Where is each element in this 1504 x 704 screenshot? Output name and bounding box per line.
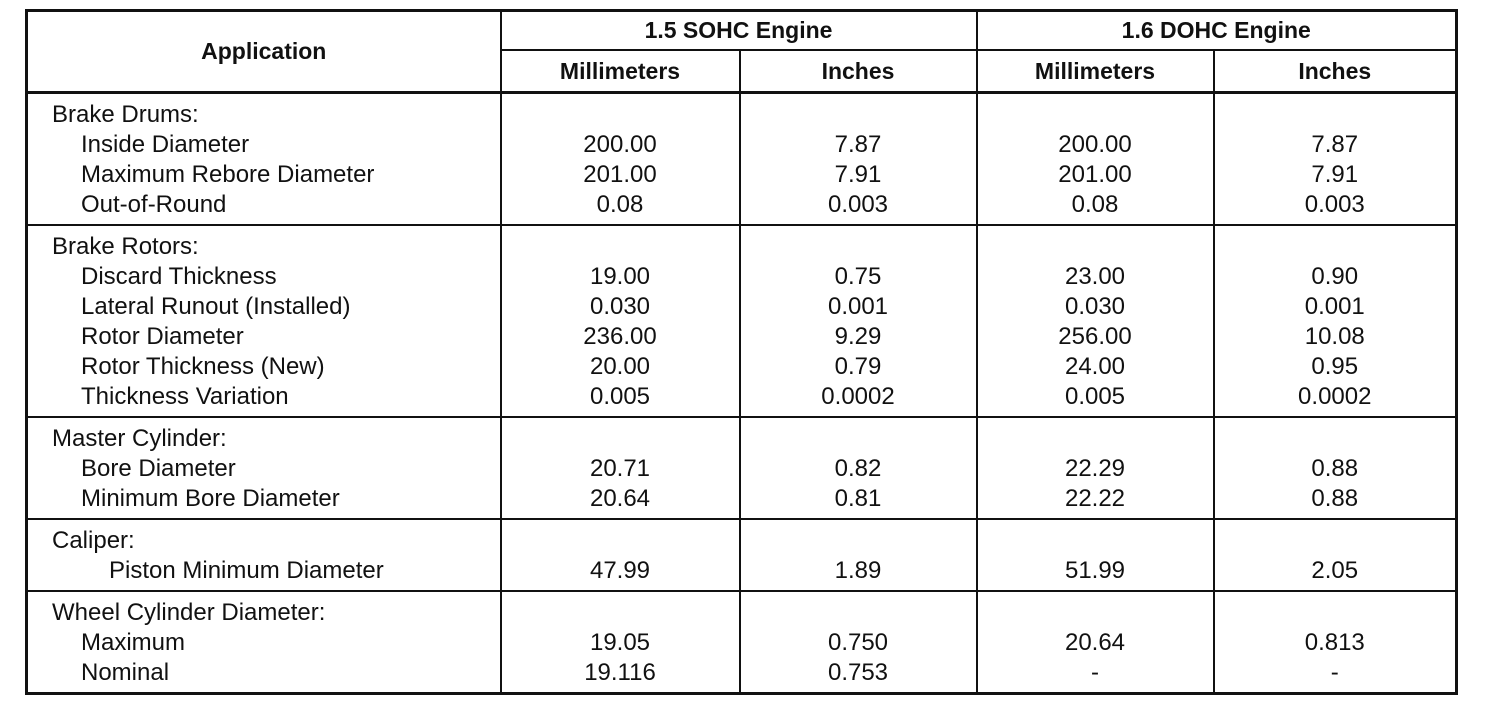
section-title: Brake Drums: xyxy=(52,101,199,128)
dohc-millimeters-value: 256.00 xyxy=(1058,323,1132,350)
sohc-millimeters-value: 20.64 xyxy=(589,485,651,512)
sohc-inches-value: 0.79 xyxy=(834,353,882,380)
title-spacer xyxy=(978,526,1213,556)
sohc-millimeters-value: 19.116 xyxy=(584,659,656,686)
sohc-millimeters-cell xyxy=(501,519,740,591)
spec-label: Piston Minimum Diameter xyxy=(109,557,384,584)
application-cell xyxy=(27,519,501,591)
sohc-millimeters-value: 47.99 xyxy=(589,557,651,584)
dohc-millimeters-value: 22.22 xyxy=(1064,485,1126,512)
spec-label: Rotor Thickness (New) xyxy=(81,353,325,380)
spec-label: Maximum Rebore Diameter xyxy=(81,161,375,188)
section-title: Brake Rotors: xyxy=(52,233,199,260)
spec-label: Bore Diameter xyxy=(81,455,236,482)
sohc-millimeters-value: 20.71 xyxy=(589,455,651,482)
sohc-inches-value: 0.0002 xyxy=(821,383,895,410)
dohc-inches-value: 0.90 xyxy=(1311,263,1359,290)
dohc-inches-value: 10.08 xyxy=(1304,323,1365,350)
title-spacer xyxy=(741,100,976,130)
title-spacer xyxy=(502,424,739,454)
title-spacer xyxy=(978,100,1213,130)
dohc-inches-cell xyxy=(1214,519,1457,591)
dohc-inches-value: 0.0002 xyxy=(1298,383,1372,410)
spec-label: Rotor Diameter xyxy=(81,323,244,350)
spec-table-body xyxy=(27,93,1457,694)
dohc-millimeters-value: 0.005 xyxy=(1064,383,1126,410)
application-cell xyxy=(27,417,501,519)
sohc-millimeters-value: 19.05 xyxy=(589,629,651,656)
application-header: Application xyxy=(27,11,501,93)
dohc-millimeters-cell xyxy=(977,225,1214,417)
dohc-inches-cell xyxy=(1214,417,1457,519)
title-spacer xyxy=(741,598,976,628)
sohc-millimeters-cell xyxy=(501,417,740,519)
title-spacer xyxy=(1215,100,1456,130)
title-spacer xyxy=(1215,232,1456,262)
title-spacer xyxy=(978,232,1213,262)
sohc-inches-cell xyxy=(740,225,977,417)
dohc-millimeters-value: 23.00 xyxy=(1064,263,1126,290)
title-spacer xyxy=(502,526,739,556)
dohc-inches-value: 0.88 xyxy=(1311,455,1359,482)
sohc-inches-value: 0.81 xyxy=(834,485,882,512)
sohc-millimeters-value: 200.00 xyxy=(583,131,657,158)
dohc-inches-cell xyxy=(1214,93,1457,226)
sohc-inches-value: 0.82 xyxy=(834,455,882,482)
title-spacer xyxy=(502,100,739,130)
dohc-inches-value: 7.87 xyxy=(1311,131,1359,158)
section-row xyxy=(27,225,1457,417)
section-title: Wheel Cylinder Diameter: xyxy=(52,599,326,626)
spec-label: Inside Diameter xyxy=(81,131,250,158)
dohc-inches-cell xyxy=(1214,591,1457,694)
dohc-millimeters-value: 24.00 xyxy=(1064,353,1126,380)
spec-label: Thickness Variation xyxy=(81,383,289,410)
dohc-millimeters-value: 201.00 xyxy=(1058,161,1132,188)
title-spacer xyxy=(741,424,976,454)
spec-label: Lateral Runout (Installed) xyxy=(81,293,351,320)
spec-label: Discard Thickness xyxy=(81,263,277,290)
dohc-millimeters-value: 20.64 xyxy=(1064,629,1126,656)
dohc-inches-value: 0.001 xyxy=(1304,293,1365,320)
sohc-engine-header: 1.5 SOHC Engine xyxy=(501,11,977,51)
sohc-inches-value: 0.750 xyxy=(827,629,889,656)
title-spacer xyxy=(741,232,976,262)
sohc-inches-value: 9.29 xyxy=(834,323,882,350)
application-cell xyxy=(27,591,501,694)
sohc-inches-value: 0.003 xyxy=(827,191,889,218)
section-title: Master Cylinder: xyxy=(52,425,227,452)
brake-specifications-table xyxy=(25,9,1458,695)
dohc-inches-value: 7.91 xyxy=(1311,161,1359,188)
dohc-millimeters-cell xyxy=(977,519,1214,591)
sohc-millimeters-value: 0.030 xyxy=(589,293,651,320)
title-spacer xyxy=(1215,598,1456,628)
section-row xyxy=(27,591,1457,694)
sohc-inches-value: 0.753 xyxy=(827,659,889,686)
sohc-inches-value: 1.89 xyxy=(834,557,882,584)
title-spacer xyxy=(1215,526,1456,556)
spec-label: Nominal xyxy=(81,659,170,686)
dohc-millimeters-value: 200.00 xyxy=(1058,131,1132,158)
dohc-engine-header: 1.6 DOHC Engine xyxy=(977,11,1457,51)
title-spacer xyxy=(502,598,739,628)
sohc-inches-value: 7.91 xyxy=(834,161,882,188)
dohc-inches-cell xyxy=(1214,225,1457,417)
title-spacer xyxy=(978,424,1213,454)
dohc-millimeters-value: 22.29 xyxy=(1064,455,1126,482)
sohc-millimeters-value: 0.005 xyxy=(589,383,651,410)
title-spacer xyxy=(741,526,976,556)
spec-label: Out-of-Round xyxy=(81,191,227,218)
sohc-millimeters-cell xyxy=(501,225,740,417)
dohc-millimeters-cell xyxy=(977,591,1214,694)
sohc-millimeters-header: Millimeters xyxy=(501,50,740,93)
dohc-millimeters-cell xyxy=(977,417,1214,519)
dohc-millimeters-value: 0.030 xyxy=(1064,293,1126,320)
title-spacer xyxy=(1215,424,1456,454)
sohc-inches-header: Inches xyxy=(740,50,977,93)
dohc-millimeters-value: 51.99 xyxy=(1064,557,1126,584)
dohc-millimeters-cell xyxy=(977,93,1214,226)
header-row-engines xyxy=(27,11,1457,51)
sohc-inches-cell xyxy=(740,519,977,591)
application-cell xyxy=(27,225,501,417)
sohc-inches-value: 7.87 xyxy=(834,131,882,158)
section-row xyxy=(27,93,1457,226)
sohc-millimeters-cell xyxy=(501,93,740,226)
sohc-inches-cell xyxy=(740,93,977,226)
dohc-inches-value: 0.95 xyxy=(1311,353,1359,380)
dohc-inches-value: 0.813 xyxy=(1304,629,1365,656)
sohc-millimeters-value: 201.00 xyxy=(583,161,657,188)
sohc-millimeters-value: 0.08 xyxy=(596,191,644,218)
dohc-inches-value: - xyxy=(1330,659,1339,686)
title-spacer xyxy=(502,232,739,262)
sohc-inches-value: 0.75 xyxy=(834,263,882,290)
spec-label: Minimum Bore Diameter xyxy=(81,485,340,512)
section-title: Caliper: xyxy=(52,527,135,554)
dohc-inches-value: 2.05 xyxy=(1311,557,1359,584)
dohc-inches-value: 0.88 xyxy=(1311,485,1359,512)
sohc-millimeters-cell xyxy=(501,591,740,694)
dohc-millimeters-header: Millimeters xyxy=(977,50,1214,93)
title-spacer xyxy=(978,598,1213,628)
sohc-millimeters-value: 19.00 xyxy=(589,263,651,290)
dohc-inches-value: 0.003 xyxy=(1304,191,1365,218)
sohc-millimeters-value: 20.00 xyxy=(589,353,651,380)
section-row xyxy=(27,519,1457,591)
sohc-millimeters-value: 236.00 xyxy=(583,323,657,350)
section-row xyxy=(27,417,1457,519)
sohc-inches-value: 0.001 xyxy=(827,293,889,320)
spec-label: Maximum xyxy=(81,629,186,656)
dohc-millimeters-value: 0.08 xyxy=(1071,191,1119,218)
dohc-inches-header: Inches xyxy=(1214,50,1457,93)
sohc-inches-cell xyxy=(740,591,977,694)
application-cell xyxy=(27,93,501,226)
sohc-inches-cell xyxy=(740,417,977,519)
dohc-millimeters-value: - xyxy=(1091,659,1099,686)
